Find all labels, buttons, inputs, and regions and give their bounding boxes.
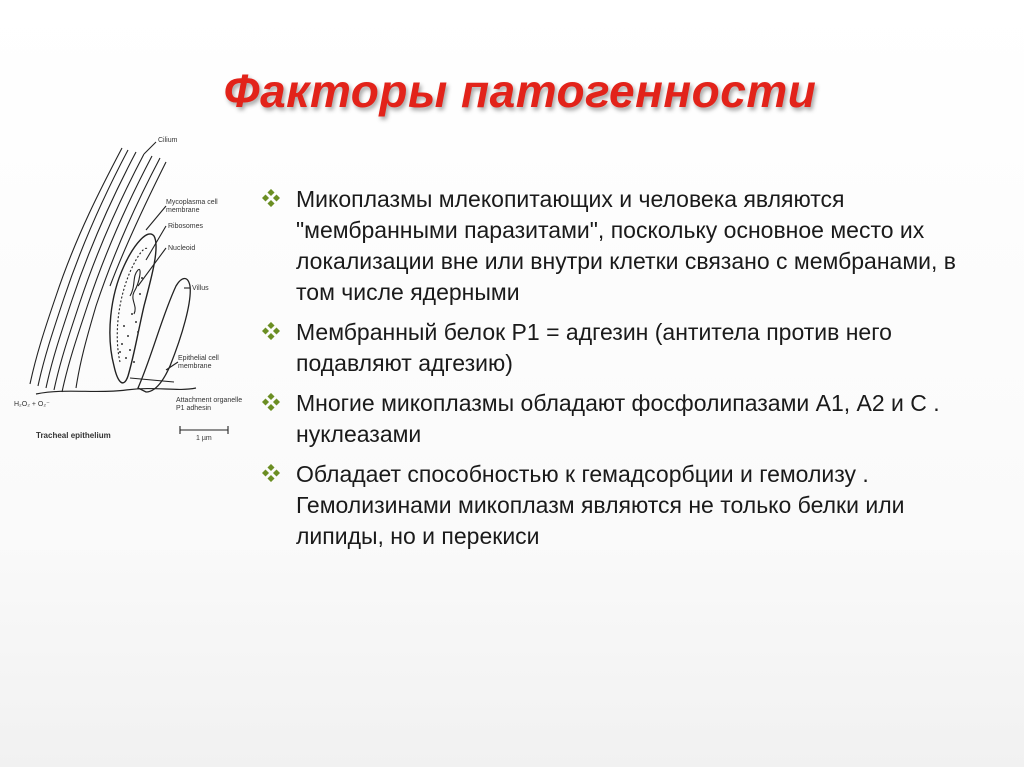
label-villus: Villus xyxy=(192,285,209,292)
mycoplasma-attachment-diagram xyxy=(6,126,254,456)
cilium-line xyxy=(110,162,166,286)
label-cilium: Cilium xyxy=(158,137,178,144)
label-h2o2: H₂O₂ + O₂⁻ xyxy=(14,401,50,408)
bullet-list xyxy=(260,184,960,561)
label-ribosomes: Ribosomes xyxy=(168,223,204,230)
label-epithelial-membrane: Epithelial cell xyxy=(178,355,219,362)
label-scale: 1 µm xyxy=(196,435,212,442)
bullet-item xyxy=(260,317,960,379)
bullet-item xyxy=(260,459,960,552)
bullet-text: Обладает способностью к гемадсорбции и гемолизу . Гемолизинами микоплазм являются не только белки или липиды, но и перекиси xyxy=(296,461,905,549)
cilium-line xyxy=(30,148,122,384)
ribosomes xyxy=(119,277,143,363)
bullet-text: Микоплазмы млекопитающих и человека являются "мембранными паразитами", поскольку основное место их локализации вне или внутри клетки связано с мембранами, в том числе ядерными xyxy=(296,186,956,305)
diamond-bullet-icon xyxy=(262,322,280,340)
bullet-item xyxy=(260,184,960,308)
bullet-item xyxy=(260,388,960,450)
label-epithelial-membrane-2: membrane xyxy=(178,363,212,370)
label-mycoplasma-membrane: Mycoplasma cell xyxy=(166,199,218,206)
epithelial-membrane xyxy=(36,388,196,394)
bullet-text: Мембранный белок Р1 = адгезин (антитела против него подавляют адгезию) xyxy=(296,319,892,376)
diamond-bullet-icon xyxy=(262,189,280,207)
label-p1-adhesin: P1 adhesin xyxy=(176,405,212,412)
label-tracheal-epithelium: Tracheal epithelium xyxy=(36,431,111,440)
label-attachment-organelle: Attachment organelle xyxy=(176,397,243,404)
nucleoid xyxy=(130,269,140,314)
label-mycoplasma-membrane-2: membrane xyxy=(166,207,200,214)
villus xyxy=(138,279,190,393)
diamond-bullet-icon xyxy=(262,464,280,482)
diamond-bullet-icon xyxy=(262,393,280,411)
slide-title: Факторы патогенности xyxy=(223,65,817,117)
label-nucleoid: Nucleoid xyxy=(168,245,196,252)
bullet-text: Многие микоплазмы обладают фосфолипазами А1, А2 и С . нуклеазами xyxy=(296,390,940,447)
